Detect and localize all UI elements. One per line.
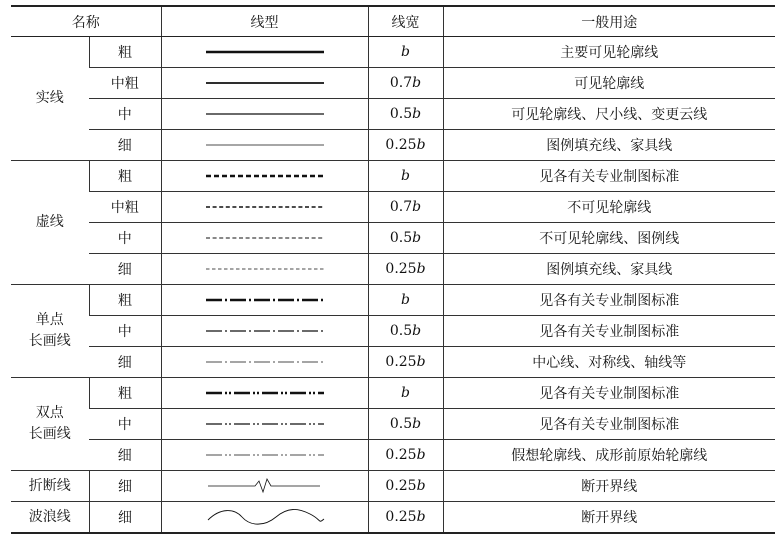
line-sample bbox=[161, 37, 368, 68]
table-body bbox=[11, 37, 775, 534]
line-weight-label: 中粗 bbox=[89, 192, 161, 223]
line-sample-dashed bbox=[200, 227, 330, 249]
line-sample bbox=[161, 502, 368, 534]
header-use: 一般用途 bbox=[443, 6, 775, 37]
line-sample-dashed bbox=[200, 165, 330, 187]
line-width-coefficient: 0.5 bbox=[389, 230, 413, 246]
line-sample bbox=[161, 254, 368, 285]
line-sample bbox=[161, 68, 368, 99]
header-type: 线型 bbox=[161, 6, 368, 37]
line-width-b: b bbox=[412, 106, 422, 122]
line-width-coefficient: 0.7 bbox=[389, 75, 413, 91]
line-sample-dashdotdot bbox=[200, 382, 330, 404]
line-sample-solid bbox=[200, 103, 330, 125]
table-row bbox=[11, 130, 775, 161]
line-sample-stroke bbox=[208, 509, 324, 524]
line-sample bbox=[161, 440, 368, 471]
line-sample bbox=[161, 130, 368, 161]
line-width-b: b bbox=[416, 261, 426, 277]
line-use: 见各有关专业制图标准 bbox=[443, 409, 775, 440]
line-width-value bbox=[368, 316, 443, 347]
line-width-coefficient: 0.25 bbox=[385, 137, 417, 153]
line-use: 断开界线 bbox=[443, 502, 775, 534]
line-width-coefficient: 0.25 bbox=[385, 354, 417, 370]
table-row bbox=[11, 502, 775, 534]
line-category-name-part: 单点 bbox=[35, 312, 64, 328]
line-weight-label: 中 bbox=[89, 316, 161, 347]
line-width-b: b bbox=[412, 323, 422, 339]
line-width-b: b bbox=[416, 447, 426, 463]
line-width-value bbox=[368, 471, 443, 502]
line-sample bbox=[161, 347, 368, 378]
line-sample-dashed bbox=[200, 258, 330, 280]
table-row bbox=[11, 285, 775, 316]
line-weight-label: 细 bbox=[89, 502, 161, 534]
line-category-name: 实线 bbox=[11, 37, 89, 161]
line-use: 图例填充线、家具线 bbox=[443, 130, 775, 161]
line-weight-label: 粗 bbox=[89, 37, 161, 68]
line-width-value bbox=[368, 37, 443, 68]
line-use: 可见轮廓线 bbox=[443, 68, 775, 99]
line-sample bbox=[161, 285, 368, 316]
line-width-b: b bbox=[412, 75, 422, 91]
line-width-value bbox=[368, 378, 443, 409]
line-weight-label: 细 bbox=[89, 254, 161, 285]
table-row bbox=[11, 161, 775, 192]
line-width-value bbox=[368, 161, 443, 192]
line-sample-stroke bbox=[208, 479, 320, 492]
line-use: 可见轮廓线、尺小线、变更云线 bbox=[443, 99, 775, 130]
header-row bbox=[11, 6, 775, 37]
line-weight-label: 中 bbox=[89, 99, 161, 130]
line-use: 不可见轮廓线 bbox=[443, 192, 775, 223]
line-width-coefficient: 0.5 bbox=[389, 416, 413, 432]
line-width-coefficient: 0.5 bbox=[389, 323, 413, 339]
table-row bbox=[11, 316, 775, 347]
line-width-coefficient: 0.25 bbox=[385, 478, 417, 494]
line-weight-label: 细 bbox=[89, 440, 161, 471]
line-use: 见各有关专业制图标准 bbox=[443, 378, 775, 409]
line-width-coefficient: 0.25 bbox=[385, 447, 417, 463]
table-row bbox=[11, 378, 775, 409]
line-width-b: b bbox=[401, 168, 410, 184]
line-width-coefficient: 0.25 bbox=[385, 261, 417, 277]
line-sample bbox=[161, 378, 368, 409]
line-sample-solid bbox=[200, 41, 330, 63]
line-sample-dashdotdot bbox=[200, 444, 330, 466]
line-use: 见各有关专业制图标准 bbox=[443, 316, 775, 347]
line-width-b: b bbox=[416, 509, 426, 525]
line-width-b: b bbox=[412, 416, 422, 432]
line-width-coefficient: 0.5 bbox=[389, 106, 413, 122]
line-use: 不可见轮廓线、图例线 bbox=[443, 223, 775, 254]
line-use: 见各有关专业制图标准 bbox=[443, 161, 775, 192]
table-row bbox=[11, 347, 775, 378]
line-category-name-part: 长画线 bbox=[28, 333, 71, 349]
line-sample-solid bbox=[200, 72, 330, 94]
line-width-value bbox=[368, 99, 443, 130]
line-category-name: 波浪线 bbox=[11, 502, 89, 534]
line-category-name-part: 长画线 bbox=[28, 426, 71, 442]
line-sample bbox=[161, 316, 368, 347]
table-row bbox=[11, 192, 775, 223]
line-weight-label: 粗 bbox=[89, 378, 161, 409]
line-width-value bbox=[368, 68, 443, 99]
line-sample-solid bbox=[200, 134, 330, 156]
line-use: 假想轮廓线、成形前原始轮廓线 bbox=[443, 440, 775, 471]
line-width-b: b bbox=[416, 137, 426, 153]
line-category-name: 折断线 bbox=[11, 471, 89, 502]
line-sample-dashdot bbox=[200, 289, 330, 311]
line-sample-dashed bbox=[200, 196, 330, 218]
line-weight-label: 细 bbox=[89, 130, 161, 161]
table-row bbox=[11, 68, 775, 99]
line-width-value bbox=[368, 130, 443, 161]
table-row bbox=[11, 99, 775, 130]
line-sample bbox=[161, 99, 368, 130]
line-category-name bbox=[11, 285, 89, 378]
line-width-value bbox=[368, 409, 443, 440]
line-sample bbox=[161, 161, 368, 192]
line-weight-label: 中粗 bbox=[89, 68, 161, 99]
line-width-value bbox=[368, 440, 443, 471]
line-sample bbox=[161, 471, 368, 502]
table-row bbox=[11, 223, 775, 254]
line-sample bbox=[161, 223, 368, 254]
line-width-b: b bbox=[416, 478, 426, 494]
line-width-b: b bbox=[401, 385, 410, 401]
line-weight-label: 细 bbox=[89, 347, 161, 378]
line-sample-dashdot bbox=[200, 320, 330, 342]
line-width-value bbox=[368, 347, 443, 378]
line-width-value bbox=[368, 254, 443, 285]
line-sample-break bbox=[200, 475, 330, 497]
line-use: 图例填充线、家具线 bbox=[443, 254, 775, 285]
line-use: 主要可见轮廓线 bbox=[443, 37, 775, 68]
line-width-value bbox=[368, 192, 443, 223]
line-weight-label: 粗 bbox=[89, 285, 161, 316]
line-use: 断开界线 bbox=[443, 471, 775, 502]
line-weight-label: 粗 bbox=[89, 161, 161, 192]
table-row bbox=[11, 409, 775, 440]
line-width-b: b bbox=[412, 199, 422, 215]
line-sample-dashdotdot bbox=[200, 413, 330, 435]
header-width: 线宽 bbox=[368, 6, 443, 37]
line-sample bbox=[161, 192, 368, 223]
line-category-name-part: 双点 bbox=[35, 405, 64, 421]
line-width-coefficient: 0.7 bbox=[389, 199, 413, 215]
line-weight-label: 中 bbox=[89, 409, 161, 440]
line-category-name bbox=[11, 378, 89, 471]
table-row bbox=[11, 440, 775, 471]
line-width-coefficient: 0.25 bbox=[385, 509, 417, 525]
line-width-value bbox=[368, 502, 443, 534]
table-row bbox=[11, 254, 775, 285]
line-type-table bbox=[11, 5, 775, 534]
line-weight-label: 中 bbox=[89, 223, 161, 254]
line-sample bbox=[161, 409, 368, 440]
line-category-name: 虚线 bbox=[11, 161, 89, 285]
line-width-b: b bbox=[401, 44, 410, 60]
table-row bbox=[11, 471, 775, 502]
line-width-value bbox=[368, 285, 443, 316]
line-width-b: b bbox=[416, 354, 426, 370]
header-name: 名称 bbox=[11, 6, 161, 37]
line-width-b: b bbox=[412, 230, 422, 246]
line-use: 见各有关专业制图标准 bbox=[443, 285, 775, 316]
line-width-b: b bbox=[401, 292, 410, 308]
line-width-value bbox=[368, 223, 443, 254]
table-row bbox=[11, 37, 775, 68]
line-sample-dashdot bbox=[200, 351, 330, 373]
line-weight-label: 细 bbox=[89, 471, 161, 502]
line-sample-wave bbox=[200, 506, 330, 528]
line-use: 中心线、对称线、轴线等 bbox=[443, 347, 775, 378]
